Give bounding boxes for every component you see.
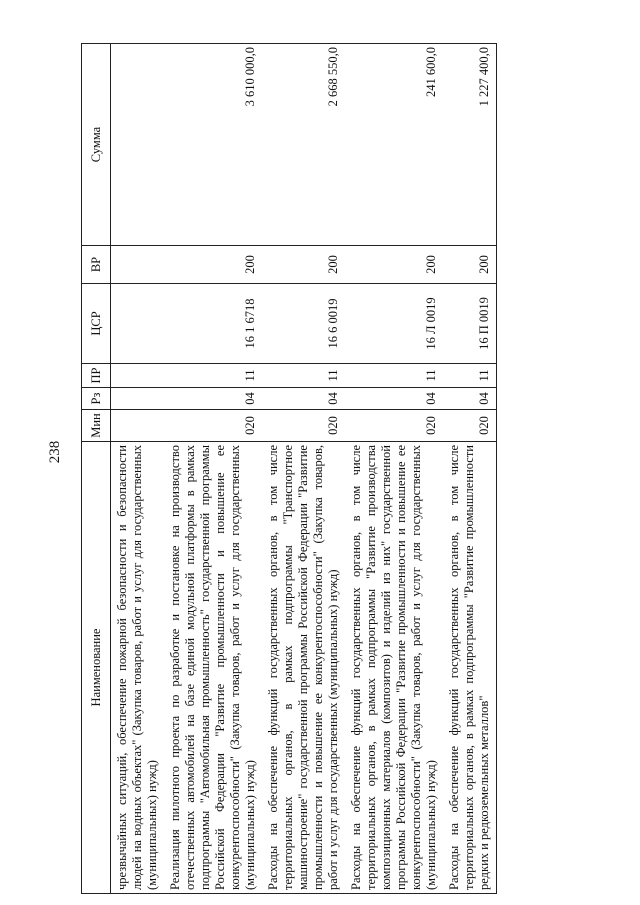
row-csr: 16 1 6718 [164, 284, 262, 364]
row-pr [111, 364, 165, 388]
row-pr: 11 [262, 364, 345, 388]
table-row [164, 44, 262, 894]
landscape-table-container [81, 44, 581, 894]
row-pr: 11 [443, 364, 497, 388]
row-vr: 200 [443, 246, 497, 284]
row-pr: 11 [164, 364, 262, 388]
header-min: Мин [82, 410, 111, 442]
header-name: Наименование [82, 442, 111, 894]
row-min: 020 [443, 410, 497, 442]
row-pr: 11 [345, 364, 443, 388]
table-row [111, 44, 165, 894]
table-header [82, 44, 111, 894]
header-sum: Сумма [82, 44, 111, 246]
row-vr: 200 [345, 246, 443, 284]
header-vr: ВР [82, 246, 111, 284]
row-vr: 200 [164, 246, 262, 284]
row-rz [111, 388, 165, 410]
row-sum: 241 600,0 [345, 44, 443, 246]
row-rz: 04 [164, 388, 262, 410]
rotated-page-area [81, 44, 581, 894]
budget-table [81, 43, 497, 894]
header-csr: ЦСР [82, 284, 111, 364]
row-name: Расходы на обеспечение функций государственных органов, в том числе территориальных органов, в рамках подпрограммы "Развитие производства композиционных материалов (композитов) и изделий из них" государственной программы Российской Федерации "Развитие промышленности и повышение ее конкурентоспособности" (Закупка товаров, работ и услуг для государственных (муниципальных) нужд) [345, 442, 443, 894]
row-rz: 04 [345, 388, 443, 410]
table-row [443, 44, 497, 894]
row-vr [111, 246, 165, 284]
row-vr: 200 [262, 246, 345, 284]
row-rz: 04 [262, 388, 345, 410]
row-min: 020 [164, 410, 262, 442]
row-name: чрезвычайных ситуаций, обеспечение пожарной безопасности и безопасности людей на водных объектах" (Закупка товаров, работ и услуг для государственных (муниципальных) нужд) [111, 442, 165, 894]
row-min: 020 [345, 410, 443, 442]
header-rz: Рз [82, 388, 111, 410]
row-min: 020 [262, 410, 345, 442]
row-csr: 16 П 0019 [443, 284, 497, 364]
row-csr: 16 Л 0019 [345, 284, 443, 364]
row-name: Расходы на обеспечение функций государственных органов, в том числе территориальных органов, в рамках подпрограммы "Развитие промышленности редких и редкоземельных металлов" [443, 442, 497, 894]
row-rz: 04 [443, 388, 497, 410]
row-csr: 16 6 0019 [262, 284, 345, 364]
table-row [345, 44, 443, 894]
row-sum [111, 44, 165, 246]
row-name: Реализация пилотного проекта по разработке и постановке на производство отечественных автомобилей на базе единой модульной платформы в рамках подпрограммы "Автомобильная промышленность" государственной программы Российской Федерации "Развитие промышленности и повышение ее конкурентоспособности" (Закупка товаров, работ и услуг для государственных (муниципальных) нужд) [164, 442, 262, 894]
table-row [262, 44, 345, 894]
row-csr [111, 284, 165, 364]
row-sum: 3 610 000,0 [164, 44, 262, 246]
row-sum: 1 227 400,0 [443, 44, 497, 246]
page-number: 238 [47, 440, 63, 464]
row-name: Расходы на обеспечение функций государственных органов, в том числе территориальных органов, в рамках подпрограммы "Транспортное машиностроение" государственной программы Российской Федерации "Развитие промышленности и повышение ее конкурентоспособности" (Закупка товаров, работ и услуг для государственных (муниципальных) нужд) [262, 442, 345, 894]
table-body [111, 44, 497, 894]
row-sum: 2 668 550,0 [262, 44, 345, 246]
header-pr: ПР [82, 364, 111, 388]
row-min [111, 410, 165, 442]
